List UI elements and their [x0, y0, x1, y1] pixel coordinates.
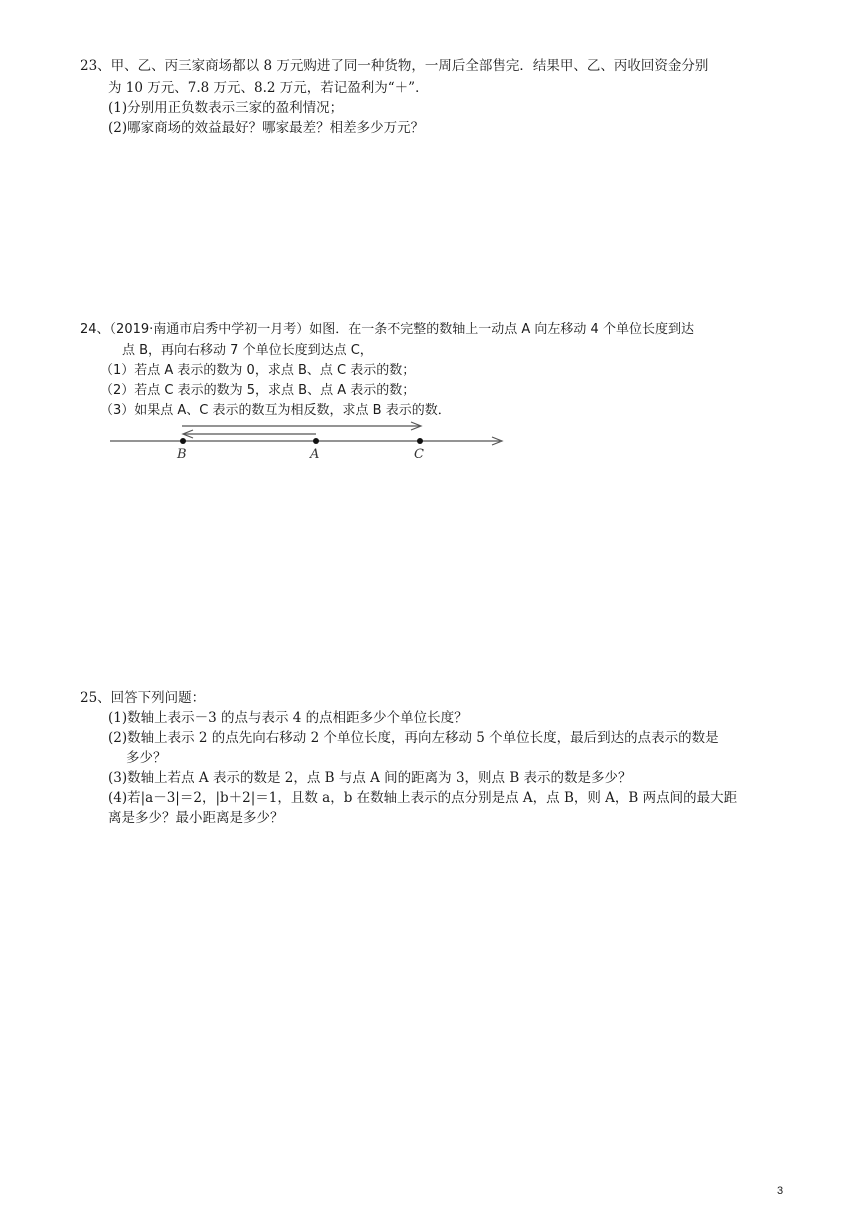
q24-subquestion-1: （1）若点 A 表示的数为 0，求点 B、点 C 表示的数；: [100, 363, 416, 378]
q25-subquestion-4-line-2: 离是多少？最小距离是多少？: [108, 810, 284, 826]
q25-subquestion-2-line-2: 多少？: [126, 750, 167, 766]
point-b: [180, 438, 186, 444]
q24-subquestion-3: （3）如果点 A、C 表示的数互为相反数，求点 B 表示的数．: [100, 403, 451, 418]
q23-line-2: 为 10 万元、7.8 万元、8.2 万元，若记盈利为“＋”．: [108, 80, 429, 96]
point-c: [417, 438, 423, 444]
page-number: 3: [777, 1185, 784, 1197]
label-c: C: [414, 447, 424, 462]
q23-subquestion-1: (1)分别用正负数表示三家的盈利情况；: [108, 100, 344, 116]
q25-title: 25、回答下列问题：: [80, 690, 206, 706]
q23-subquestion-2: (2)哪家商场的效益最好？哪家最差？相差多少万元？: [108, 120, 425, 136]
label-b: B: [177, 447, 187, 462]
label-a: A: [310, 447, 320, 462]
q25-subquestion-4-line-1: (4)若|a－3|＝2，|b＋2|＝1，且数 a，b 在数轴上表示的点分别是点 A，点 B，则 A，B 两点间的最大距: [108, 790, 738, 806]
q25-subquestion-2-line-1: (2)数轴上表示 2 的点先向右移动 2 个单位长度，再向左移动 5 个单位长度，最后到达的点表示的数是: [108, 730, 719, 746]
q25-subquestion-1: (1)数轴上表示－3 的点与表示 4 的点相距多少个单位长度？: [108, 710, 468, 726]
q24-subquestion-2: （2）若点 C 表示的数为 5，求点 B、点 A 表示的数；: [100, 383, 416, 398]
point-a: [313, 438, 319, 444]
q25-subquestion-3: (3)数轴上若点 A 表示的数是 2，点 B 与点 A 间的距离为 3，则点 B 表示的数是多少？: [108, 770, 632, 786]
number-line-figure: [100, 418, 520, 468]
q24-line-2: 点 B，再向右移动 7 个单位长度到达点 C，: [122, 343, 373, 358]
q23-line-1: 23、甲、乙、丙三家商场都以 8 万元购进了同一种货物，一周后全部售完．结果甲、乙、丙收回资金分别: [80, 58, 709, 74]
q24-line-1: 24、（2019·南通市启秀中学初一月考）如图．在一条不完整的数轴上一动点 A 向左移动 4 个单位长度到达: [80, 322, 694, 337]
